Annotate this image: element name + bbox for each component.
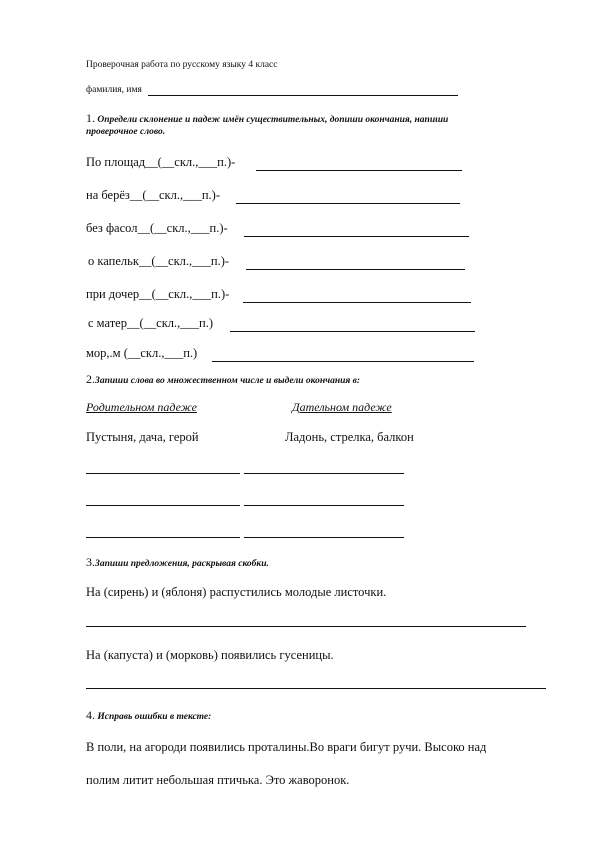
task1-instruction-line2: проверочное слово.	[86, 127, 166, 137]
task1-number: 1.	[86, 111, 95, 125]
task1-answer-line-1[interactable]	[256, 170, 462, 171]
task1-item-7: мор,.м (__скл.,___п.)	[86, 346, 198, 360]
task1-item-4: о капельк__(__скл.,___п.)-	[88, 254, 230, 268]
task3-number: 3.	[86, 555, 95, 569]
dative-words: Ладонь, стрелка, балкон	[285, 430, 414, 444]
dative-answer-line-3[interactable]	[244, 537, 404, 538]
task1-item-5: при дочер__(__скл.,___п.)-	[86, 287, 230, 301]
genitive-answer-line-2[interactable]	[86, 505, 240, 506]
task1-item-6: с матер__(__скл.,___п.)	[88, 316, 213, 330]
task1-item-1: По площад__(__скл.,___п.)-	[86, 155, 236, 169]
task1-instruction-line1: Определи склонение и падеж имён существительных, допиши окончания, напиши	[97, 115, 449, 125]
task1-item-3: без фасол__(__скл.,___п.)-	[86, 221, 228, 235]
task4-number: 4.	[86, 708, 95, 722]
genitive-heading: Родительном падеже	[86, 400, 197, 414]
task4-text-line-1: В поли, на агороди появились проталины.Во враги бигут ручи. Высоко над	[86, 740, 487, 754]
worksheet-title: Проверочная работа по русскому языку 4 класс	[86, 60, 278, 70]
task4-instruction-text: Исправь ошибки в тексте:	[97, 712, 212, 722]
task3-instruction	[86, 555, 269, 570]
task3-instruction-text: Запиши предложения, раскрывая скобки.	[95, 559, 269, 569]
task4-text-line-2: полим литит небольшая птичька. Это жаворонок.	[86, 773, 350, 787]
task3-sentence-2: На (капуста) и (морковь) появились гусеницы.	[86, 648, 334, 662]
task3-sentence-1: На (сирень) и (яблоня) распустились молодые листочки.	[86, 585, 387, 599]
task4-instruction	[86, 708, 211, 723]
name-label: фамилия, имя	[86, 85, 142, 95]
task3-answer-line-1[interactable]	[86, 626, 526, 627]
task3-answer-line-2[interactable]	[86, 688, 546, 689]
task1-answer-line-5[interactable]	[243, 302, 471, 303]
task1-answer-line-7[interactable]	[212, 361, 474, 362]
dative-heading: Дательном падеже	[292, 400, 392, 414]
name-field[interactable]	[148, 95, 458, 96]
task1-item-2: на берёз__(__скл.,___п.)-	[86, 188, 221, 202]
genitive-answer-line-1[interactable]	[86, 473, 240, 474]
task1-answer-line-4[interactable]	[246, 269, 465, 270]
genitive-answer-line-3[interactable]	[86, 537, 240, 538]
task1-answer-line-6[interactable]	[230, 331, 475, 332]
dative-answer-line-2[interactable]	[244, 505, 404, 506]
task2-instruction-text: Запиши слова во множественном числе и выдели окончания в:	[95, 376, 361, 386]
genitive-words: Пустыня, дача, герой	[86, 430, 199, 444]
task1-instruction	[86, 111, 448, 126]
dative-answer-line-1[interactable]	[244, 473, 404, 474]
task2-instruction	[86, 372, 360, 387]
task1-answer-line-2[interactable]	[236, 203, 460, 204]
task1-answer-line-3[interactable]	[244, 236, 469, 237]
task2-number: 2.	[86, 372, 95, 386]
